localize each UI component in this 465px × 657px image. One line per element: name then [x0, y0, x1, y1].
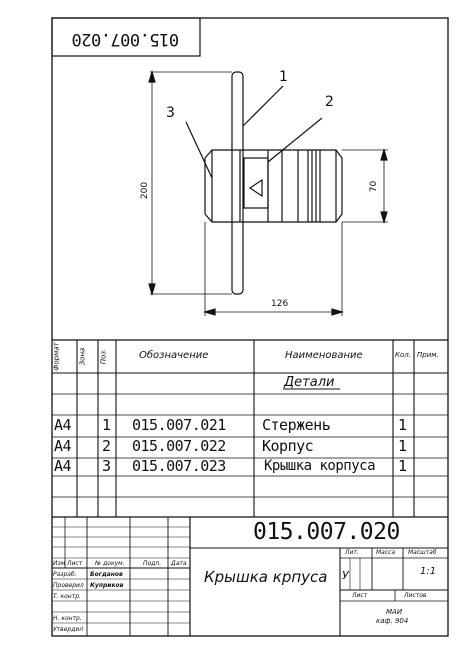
row-2-name: Корпус	[262, 437, 314, 455]
header-format: Формат	[52, 342, 61, 371]
row-2-format: A4	[54, 437, 72, 455]
col-header-change: Изм	[53, 560, 66, 567]
section-title: Детали	[284, 375, 335, 390]
callout-2: 2	[325, 94, 334, 110]
callout-1: 1	[279, 69, 288, 85]
row-3-format: A4	[54, 457, 72, 475]
row-1-designation: 015.007.021	[132, 416, 226, 434]
header-designation: Обозначение	[139, 350, 209, 361]
lit-value: У	[342, 569, 349, 582]
col-header-date: Дата	[171, 560, 187, 567]
callout-3: 3	[166, 105, 175, 121]
role-developer: Разраб.	[53, 571, 77, 578]
row-2-pos: 2	[102, 437, 111, 455]
row-3-designation: 015.007.023	[132, 457, 226, 475]
row-3-name: Крышка корпуса	[264, 458, 376, 474]
row-2-qty: 1	[398, 437, 407, 455]
dimension-70-label: 70	[369, 180, 380, 193]
header-zone: Зона	[78, 347, 87, 366]
mass-label: Масса	[376, 549, 396, 556]
sheets-label: Листов	[404, 592, 427, 599]
row-1-pos: 1	[102, 416, 111, 434]
window	[244, 158, 268, 208]
part-drawing	[149, 69, 388, 316]
header-name: Наименование	[285, 350, 363, 361]
header-pos: Поз.	[99, 348, 108, 365]
row-2-designation: 015.007.022	[132, 437, 226, 455]
lit-label: Лит.	[345, 549, 359, 556]
role-approver: Утвердил	[53, 626, 84, 633]
col-header-sheet: Лист	[67, 560, 83, 567]
header-qty: Кол.	[395, 351, 411, 359]
row-1-name: Стержень	[262, 416, 331, 434]
leader-2	[268, 118, 322, 162]
rod-outline	[232, 72, 243, 294]
document-number: 015.007.020	[253, 519, 400, 545]
checker-name: Куприков	[90, 582, 124, 589]
role-tech-control: Т. контр.	[53, 593, 81, 600]
role-norm-control: Н. контр.	[53, 615, 82, 622]
row-3-pos: 3	[102, 457, 111, 475]
row-3-qty: 1	[398, 457, 407, 475]
leader-3	[186, 122, 212, 178]
top-stamp-number: 015.007.020	[72, 29, 180, 49]
row-1-qty: 1	[398, 416, 407, 434]
sheet-label: Лист	[352, 592, 368, 599]
drawing-title: Крышка крпуса	[204, 568, 328, 586]
developer-name: Богданов	[90, 571, 123, 578]
leader-1	[243, 86, 283, 126]
col-header-signature: Подп.	[143, 560, 162, 567]
role-checker: Проверил	[53, 582, 84, 589]
organization-line-1: МАИ	[386, 608, 403, 616]
scale-value: 1:1	[420, 566, 437, 577]
spec-table-grid	[52, 340, 448, 517]
scale-label: Масштаб	[408, 549, 437, 556]
arrow-mark	[250, 180, 262, 196]
col-header-doc-number: № докум.	[95, 560, 125, 567]
dimension-126-label: 126	[271, 299, 289, 309]
body-outline	[212, 150, 298, 222]
row-1-format: A4	[54, 416, 72, 434]
organization-line-2: каф. 904	[376, 617, 409, 625]
header-note: Прим.	[417, 351, 439, 359]
dimension-200-label: 200	[140, 181, 151, 200]
